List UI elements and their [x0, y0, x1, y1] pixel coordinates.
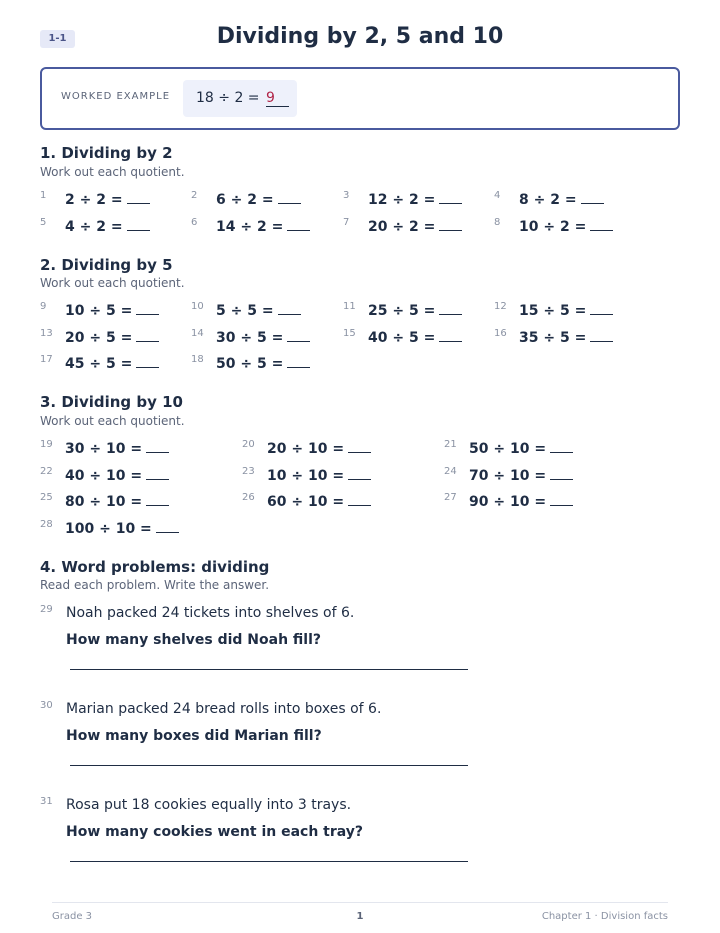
problem-number: 6	[191, 217, 198, 228]
page-title: Dividing by 2, 5 and 10	[216, 24, 504, 49]
problem-equation: 4 ÷ 2 =	[65, 219, 123, 235]
problem-number: 2	[191, 190, 198, 201]
section-title-dividing-by-10: 3. Dividing by 10	[40, 393, 183, 411]
problem-equation: 100 ÷ 10 =	[65, 521, 152, 537]
problem-number: 21	[444, 439, 457, 450]
answer-blank[interactable]	[156, 521, 179, 533]
word-problem-text: Noah packed 24 tickets into shelves of 6.	[66, 605, 355, 621]
answer-blank[interactable]	[146, 494, 169, 506]
answer-blank[interactable]	[550, 441, 573, 453]
problem-number: 31	[40, 796, 53, 807]
answer-blank[interactable]	[439, 192, 462, 204]
answer-line[interactable]	[70, 669, 468, 670]
footer-divider	[52, 902, 668, 903]
problem-number: 8	[494, 217, 501, 228]
problem-equation: 35 ÷ 5 =	[519, 330, 587, 346]
word-problem-text: Rosa put 18 cookies equally into 3 trays.	[66, 797, 352, 813]
problem-number: 24	[444, 466, 457, 477]
answer-blank[interactable]	[146, 441, 169, 453]
problem-equation: 14 ÷ 2 =	[216, 219, 284, 235]
problem-equation: 8 ÷ 2 =	[519, 192, 577, 208]
footer-grade: Grade 3	[52, 911, 93, 922]
answer-blank[interactable]	[590, 330, 613, 342]
problem-number: 7	[343, 217, 350, 228]
answer-blank[interactable]	[287, 219, 310, 231]
answer-blank[interactable]	[278, 303, 301, 315]
section-title-word-problems: 4. Word problems: dividing	[40, 558, 270, 576]
answer-blank[interactable]	[439, 303, 462, 315]
problem-equation: 10 ÷ 5 =	[65, 303, 133, 319]
problem-number: 12	[494, 301, 507, 312]
problem-equation: 6 ÷ 2 =	[216, 192, 274, 208]
problem-equation: 60 ÷ 10 =	[267, 494, 345, 510]
worked-example-answer: 9	[266, 90, 289, 107]
answer-blank[interactable]	[439, 330, 462, 342]
problem-equation: 15 ÷ 5 =	[519, 303, 587, 319]
footer-chapter: Chapter 1 · Division facts	[541, 911, 668, 922]
problem-equation: 30 ÷ 5 =	[216, 330, 284, 346]
problem-number: 17	[40, 354, 53, 365]
problem-equation: 25 ÷ 5 =	[368, 303, 436, 319]
problem-equation: 45 ÷ 5 =	[65, 356, 133, 372]
page-number: 1	[356, 911, 364, 922]
word-problem-question: How many cookies went in each tray?	[66, 824, 364, 840]
problem-number: 4	[494, 190, 501, 201]
section-subtitle: Work out each quotient.	[40, 276, 185, 290]
problem-number: 1	[40, 190, 47, 201]
problem-equation: 5 ÷ 5 =	[216, 303, 274, 319]
answer-blank[interactable]	[127, 219, 150, 231]
worked-example-equation-box	[183, 80, 297, 117]
problem-equation: 10 ÷ 2 =	[519, 219, 587, 235]
problem-equation: 80 ÷ 10 =	[65, 494, 143, 510]
answer-blank[interactable]	[348, 494, 371, 506]
problem-number: 27	[444, 492, 457, 503]
word-problem-question: How many boxes did Marian fill?	[66, 728, 322, 744]
problem-equation: 50 ÷ 10 =	[469, 441, 547, 457]
answer-blank[interactable]	[287, 330, 310, 342]
problem-number: 22	[40, 466, 53, 477]
section-subtitle: Work out each quotient.	[40, 165, 185, 179]
problem-equation: 40 ÷ 5 =	[368, 330, 436, 346]
problem-equation: 20 ÷ 10 =	[267, 441, 345, 457]
answer-blank[interactable]	[590, 219, 613, 231]
problem-equation: 70 ÷ 10 =	[469, 468, 547, 484]
section-title-dividing-by-5: 2. Dividing by 5	[40, 256, 173, 274]
problem-equation: 90 ÷ 10 =	[469, 494, 547, 510]
section-subtitle: Work out each quotient.	[40, 414, 185, 428]
answer-blank[interactable]	[590, 303, 613, 315]
problem-number: 15	[343, 328, 356, 339]
answer-blank[interactable]	[287, 356, 310, 368]
section-subtitle: Read each problem. Write the answer.	[40, 578, 270, 592]
answer-line[interactable]	[70, 861, 468, 862]
section-title-dividing-by-2: 1. Dividing by 2	[40, 144, 173, 162]
problem-number: 11	[343, 301, 356, 312]
answer-blank[interactable]	[146, 468, 169, 480]
problem-number: 16	[494, 328, 507, 339]
problem-equation: 50 ÷ 5 =	[216, 356, 284, 372]
word-problem-text: Marian packed 24 bread rolls into boxes of 6.	[66, 701, 382, 717]
problem-equation: 10 ÷ 10 =	[267, 468, 345, 484]
answer-line[interactable]	[70, 765, 468, 766]
problem-equation: 12 ÷ 2 =	[368, 192, 436, 208]
answer-blank[interactable]	[439, 219, 462, 231]
problem-number: 29	[40, 604, 53, 615]
answer-blank[interactable]	[278, 192, 301, 204]
problem-number: 28	[40, 519, 53, 530]
problem-number: 13	[40, 328, 53, 339]
problem-number: 9	[40, 301, 47, 312]
problem-equation: 2 ÷ 2 =	[65, 192, 123, 208]
answer-blank[interactable]	[550, 468, 573, 480]
problem-equation: 20 ÷ 5 =	[65, 330, 133, 346]
problem-equation: 20 ÷ 2 =	[368, 219, 436, 235]
word-problem-question: How many shelves did Noah fill?	[66, 632, 322, 648]
answer-blank[interactable]	[348, 441, 371, 453]
answer-blank[interactable]	[348, 468, 371, 480]
problem-number: 14	[191, 328, 204, 339]
problem-number: 26	[242, 492, 255, 503]
problem-number: 25	[40, 492, 53, 503]
answer-blank[interactable]	[136, 356, 159, 368]
worked-example-label: WORKED EXAMPLE	[61, 91, 171, 102]
problem-equation: 40 ÷ 10 =	[65, 468, 143, 484]
answer-blank[interactable]	[136, 330, 159, 342]
answer-blank[interactable]	[127, 192, 150, 204]
answer-blank[interactable]	[136, 303, 159, 315]
problem-number: 20	[242, 439, 255, 450]
worked-example-equation: 18 ÷ 2 =	[196, 90, 260, 106]
lesson-badge: 1-1	[40, 30, 75, 48]
problem-number: 19	[40, 439, 53, 450]
answer-blank[interactable]	[550, 494, 573, 506]
problem-number: 5	[40, 217, 47, 228]
problem-number: 30	[40, 700, 53, 711]
problem-number: 3	[343, 190, 350, 201]
worked-example-box	[40, 67, 680, 130]
problem-equation: 30 ÷ 10 =	[65, 441, 143, 457]
problem-number: 18	[191, 354, 204, 365]
problem-number: 23	[242, 466, 255, 477]
answer-blank[interactable]	[581, 192, 604, 204]
problem-number: 10	[191, 301, 204, 312]
